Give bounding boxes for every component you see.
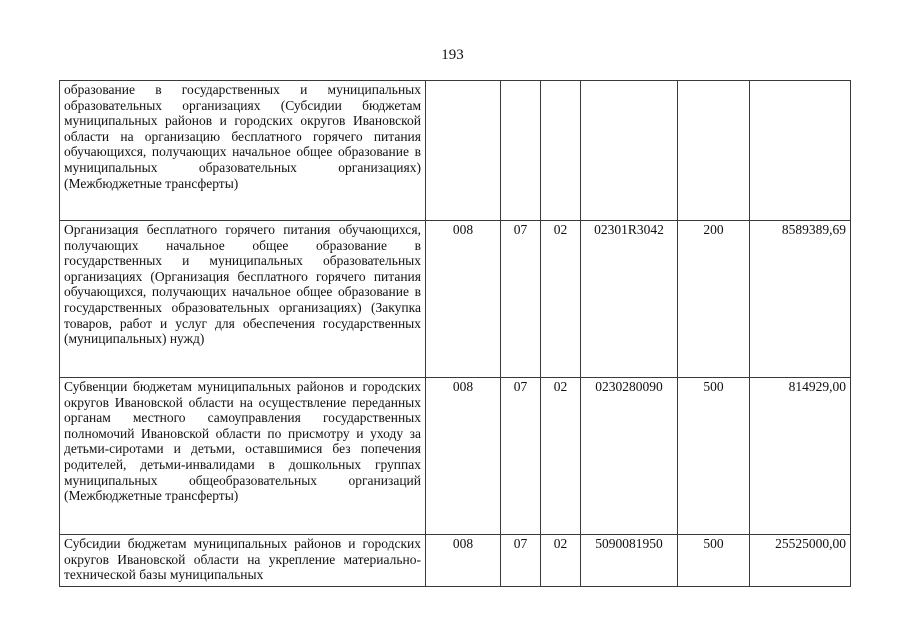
section-code-cell [501, 81, 541, 221]
expense-type-cell: 500 [678, 535, 750, 587]
target-article-cell [581, 81, 678, 221]
row-description: Организация бесплатного горячего питания обучающихся, получающих начальное общее образование в государственных и муниципальных образовательных организациях (Организация бесплатного горячего питания обучающихся, получающих начальное общее образование в государственных образовательных организациях) (Закупка товаров, работ и услуг для обеспечения государственных (муниципальных) нужд) [60, 221, 426, 378]
table-row [60, 221, 851, 378]
table-row [60, 378, 851, 535]
section-code-cell: 07 [501, 221, 541, 378]
budget-table [59, 80, 851, 587]
amount-cell: 8589389,69 [750, 221, 851, 378]
amount-cell: 814929,00 [750, 378, 851, 535]
section-code-cell: 07 [501, 535, 541, 587]
amount-cell [750, 81, 851, 221]
target-article-cell: 5090081950 [581, 535, 678, 587]
expense-type-cell [678, 81, 750, 221]
subsection-code-cell [541, 81, 581, 221]
target-article-cell: 0230280090 [581, 378, 678, 535]
page-number: 193 [441, 47, 464, 63]
ministry-code-cell: 008 [426, 221, 501, 378]
row-description: образование в государственных и муниципальных образовательных организациях (Субсидии бюджетам муниципальных районов и городских округов Ивановской области на организацию бесплатного горячего питания обучающихся, получающих начальное общее образование в муниципальных образовательных организациях) (Межбюджетные трансферты) [60, 81, 426, 221]
subsection-code-cell: 02 [541, 535, 581, 587]
ministry-code-cell [426, 81, 501, 221]
target-article-cell: 02301R3042 [581, 221, 678, 378]
section-code-cell: 07 [501, 378, 541, 535]
row-description: Субвенции бюджетам муниципальных районов и городских округов Ивановской области на осуществление переданных органам местного самоуправления государственных полномочий Ивановской области по присмотру и уходу за детьми-сиротами и детьми, оставшимися без попечения родителей, детьми-инвалидами в дошкольных группах муниципальных общеобразовательных организаций (Межбюджетные трансферты) [60, 378, 426, 535]
subsection-code-cell: 02 [541, 221, 581, 378]
ministry-code-cell: 008 [426, 535, 501, 587]
subsection-code-cell: 02 [541, 378, 581, 535]
ministry-code-cell: 008 [426, 378, 501, 535]
expense-type-cell: 500 [678, 378, 750, 535]
amount-cell: 25525000,00 [750, 535, 851, 587]
table-row [60, 81, 851, 221]
row-description: Субсидии бюджетам муниципальных районов и городских округов Ивановской области на укрепление материально-технической базы муниципальных [60, 535, 426, 587]
expense-type-cell: 200 [678, 221, 750, 378]
table-row [60, 535, 851, 587]
